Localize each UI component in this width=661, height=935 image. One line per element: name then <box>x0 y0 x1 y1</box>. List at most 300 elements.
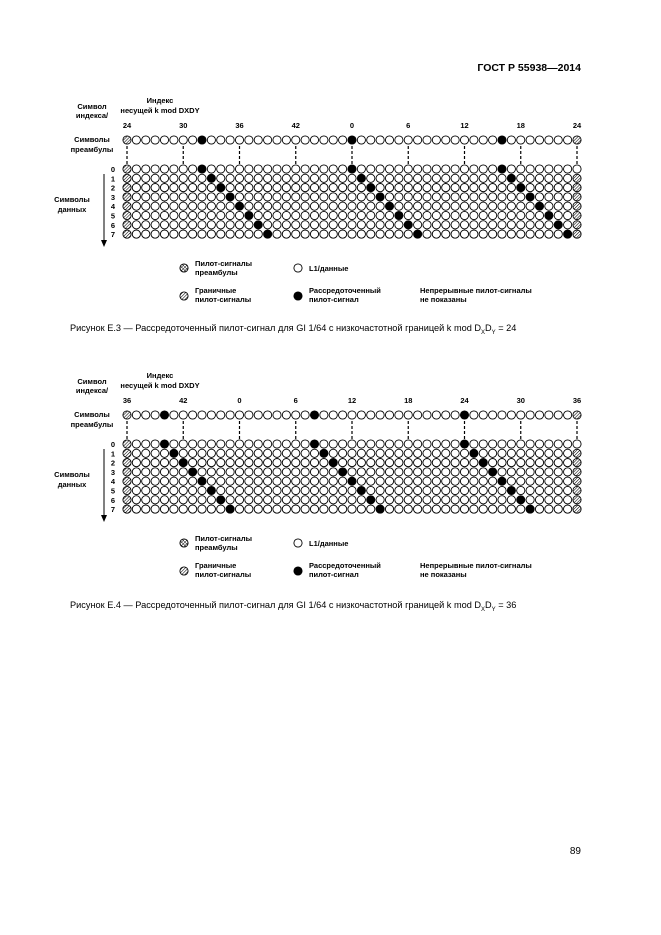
data-cell <box>142 496 150 504</box>
data-cell <box>339 202 347 210</box>
legend-edge-pilot: пилот-сигналы <box>195 295 252 304</box>
data-cell <box>545 505 553 513</box>
data-cell <box>339 165 347 173</box>
data-cell <box>545 459 553 467</box>
data-cell <box>414 136 422 144</box>
scattered-cell <box>507 174 515 182</box>
data-cell <box>301 459 309 467</box>
data-cell <box>170 440 178 448</box>
data-cell <box>460 230 468 238</box>
data-cell <box>160 496 168 504</box>
data-cell <box>160 468 168 476</box>
data-cell <box>489 440 497 448</box>
data-cell <box>292 449 300 457</box>
data-cell <box>292 496 300 504</box>
row-number: 7 <box>110 505 116 515</box>
data-cell <box>517 449 525 457</box>
data-cell <box>564 449 572 457</box>
data-cell <box>545 496 553 504</box>
data-cell <box>226 496 234 504</box>
data-cell <box>451 505 459 513</box>
data-cell <box>142 440 150 448</box>
data-cell <box>329 477 337 485</box>
data-cell <box>357 221 365 229</box>
data-cell <box>442 230 450 238</box>
data-cell <box>310 174 318 182</box>
data-cell <box>189 411 197 419</box>
data-cell <box>385 486 393 494</box>
row-number: 5 <box>110 486 116 496</box>
data-cell <box>423 440 431 448</box>
data-cell <box>414 459 422 467</box>
data-cell <box>376 211 384 219</box>
data-cell <box>273 440 281 448</box>
data-cell <box>451 136 459 144</box>
data-cell <box>470 505 478 513</box>
data-cell <box>498 221 506 229</box>
data-cell <box>273 230 281 238</box>
data-cell <box>151 496 159 504</box>
data-cell <box>217 459 225 467</box>
data-cell <box>376 496 384 504</box>
data-cell <box>395 468 403 476</box>
data-cell <box>385 184 393 192</box>
data-cell <box>189 440 197 448</box>
data-cell <box>151 440 159 448</box>
data-cell <box>245 440 253 448</box>
data-cell <box>142 136 150 144</box>
edge-cell <box>573 211 581 219</box>
data-cell <box>460 496 468 504</box>
scattered-cell <box>507 486 515 494</box>
data-cell <box>367 505 375 513</box>
scattered-cell <box>294 567 302 575</box>
data-cell <box>282 449 290 457</box>
data-cell <box>460 184 468 192</box>
data-cell <box>320 440 328 448</box>
data-cell <box>489 477 497 485</box>
data-cell <box>451 211 459 219</box>
data-cell <box>564 459 572 467</box>
data-cell <box>264 449 272 457</box>
data-cell <box>507 165 515 173</box>
data-cell <box>217 486 225 494</box>
data-cell <box>235 468 243 476</box>
tick-label: 30 <box>179 121 188 130</box>
data-cell <box>179 202 187 210</box>
data-cell <box>367 193 375 201</box>
data-cell <box>142 184 150 192</box>
legend-preamble-pilot: преамбулы <box>195 268 238 277</box>
data-cell <box>554 136 562 144</box>
data-cell <box>470 165 478 173</box>
data-cell <box>470 193 478 201</box>
data-cell <box>320 165 328 173</box>
data-cell <box>545 174 553 182</box>
data-cell <box>245 459 253 467</box>
document-header: ГОСТ Р 55938—2014 <box>477 62 581 74</box>
data-cell <box>235 221 243 229</box>
data-cell <box>217 165 225 173</box>
data-cell <box>479 165 487 173</box>
data-cell <box>432 477 440 485</box>
scattered-cell <box>179 459 187 467</box>
tick-label: 12 <box>460 121 469 130</box>
data-cell <box>526 496 534 504</box>
data-cell <box>292 193 300 201</box>
data-cell <box>451 459 459 467</box>
edge-cell <box>573 136 581 144</box>
data-cell <box>273 174 281 182</box>
data-cell <box>460 486 468 494</box>
tick-label: 0 <box>349 121 355 130</box>
data-cell <box>292 174 300 182</box>
data-cell <box>235 174 243 182</box>
edge-cell <box>123 184 131 192</box>
row-number: 6 <box>110 220 116 230</box>
data-cell <box>226 468 234 476</box>
scattered-cell <box>198 477 206 485</box>
data-cell <box>367 486 375 494</box>
data-cell <box>479 221 487 229</box>
data-cell <box>526 468 534 476</box>
data-cell <box>535 230 543 238</box>
data-cell <box>217 468 225 476</box>
scattered-cell <box>564 230 572 238</box>
data-cell <box>273 136 281 144</box>
data-cell <box>367 449 375 457</box>
data-cell <box>132 496 140 504</box>
data-cell <box>404 165 412 173</box>
data-cell <box>189 174 197 182</box>
data-cell <box>507 477 515 485</box>
scattered-cell <box>254 221 262 229</box>
data-cell <box>554 202 562 210</box>
data-cell <box>489 411 497 419</box>
data-cell <box>423 136 431 144</box>
data-cell <box>189 211 197 219</box>
edge-cell <box>573 230 581 238</box>
data-cell <box>245 449 253 457</box>
data-cell <box>207 440 215 448</box>
data-cell <box>320 136 328 144</box>
scattered-cell <box>170 449 178 457</box>
data-cell <box>207 505 215 513</box>
data-cell <box>245 174 253 182</box>
data-cell <box>179 496 187 504</box>
data-cell <box>442 136 450 144</box>
data-cell <box>357 211 365 219</box>
data-cell <box>460 193 468 201</box>
edge-cell <box>573 477 581 485</box>
data-cell <box>554 468 562 476</box>
data-cell <box>385 496 393 504</box>
data-cell <box>132 486 140 494</box>
data-cell <box>479 174 487 182</box>
data-cell <box>564 505 572 513</box>
data-cell <box>320 411 328 419</box>
data-cell <box>179 230 187 238</box>
data-cell <box>545 440 553 448</box>
data-cell <box>179 468 187 476</box>
data-cell <box>432 211 440 219</box>
data-cell <box>282 477 290 485</box>
data-cell <box>245 230 253 238</box>
data-cell <box>535 486 543 494</box>
data-cell <box>189 449 197 457</box>
scattered-cell <box>198 136 206 144</box>
scattered-cell <box>160 440 168 448</box>
data-cell <box>320 496 328 504</box>
data-cell <box>198 230 206 238</box>
data-cell <box>217 193 225 201</box>
data-cell <box>310 468 318 476</box>
data-cell <box>414 165 422 173</box>
data-cell <box>423 202 431 210</box>
data-cell <box>292 477 300 485</box>
data-cell <box>301 411 309 419</box>
data-cell <box>198 202 206 210</box>
scattered-cell <box>207 486 215 494</box>
data-cell <box>442 505 450 513</box>
data-cell <box>179 411 187 419</box>
edge-cell <box>123 459 131 467</box>
data-cell <box>489 193 497 201</box>
row-number: 1 <box>110 174 116 184</box>
data-cell <box>132 211 140 219</box>
edge-cell <box>573 505 581 513</box>
data-cell <box>535 136 543 144</box>
scattered-cell <box>310 440 318 448</box>
edge-cell <box>573 202 581 210</box>
data-cell <box>404 230 412 238</box>
data-cell <box>339 486 347 494</box>
data-cell <box>517 440 525 448</box>
data-cell <box>207 211 215 219</box>
caption-value: = 36 <box>498 600 517 610</box>
data-cell <box>451 449 459 457</box>
tick-label: 24 <box>122 121 132 130</box>
data-cell <box>376 468 384 476</box>
data-cell <box>282 486 290 494</box>
data-cell <box>498 486 506 494</box>
data-cell <box>357 459 365 467</box>
data-cell <box>282 468 290 476</box>
legend-continual-note: не показаны <box>420 570 467 579</box>
data-cell <box>423 505 431 513</box>
data-cell <box>254 184 262 192</box>
data-cell <box>470 136 478 144</box>
data-cell <box>329 468 337 476</box>
data-cell <box>320 221 328 229</box>
data-cell <box>460 449 468 457</box>
data-cell <box>451 165 459 173</box>
legend-edge-pilot: Граничные <box>195 286 237 295</box>
data-cell <box>414 496 422 504</box>
data-cell <box>235 193 243 201</box>
data-cell <box>235 411 243 419</box>
data-cell <box>198 193 206 201</box>
data-cell <box>423 211 431 219</box>
data-cell <box>414 221 422 229</box>
data-cell <box>301 449 309 457</box>
data-cell <box>235 165 243 173</box>
data-cell <box>254 136 262 144</box>
data-cell <box>554 184 562 192</box>
data-cell <box>170 221 178 229</box>
data-cell <box>357 468 365 476</box>
data-cell <box>264 136 272 144</box>
data-cell <box>535 496 543 504</box>
data-cell <box>282 221 290 229</box>
data-cell <box>357 184 365 192</box>
data-cell <box>329 184 337 192</box>
tick-label: 36 <box>122 396 132 405</box>
data-cell <box>179 486 187 494</box>
scattered-cell <box>498 136 506 144</box>
data-cell <box>292 459 300 467</box>
data-cell <box>339 496 347 504</box>
data-cell <box>273 184 281 192</box>
data-cell <box>329 202 337 210</box>
data-cell <box>564 486 572 494</box>
data-cell <box>160 449 168 457</box>
data-cell <box>564 174 572 182</box>
data-cell <box>160 211 168 219</box>
tick-label: 42 <box>291 121 300 130</box>
data-cell <box>235 477 243 485</box>
data-cell <box>489 165 497 173</box>
data-cell <box>348 184 356 192</box>
scattered-cell <box>310 411 318 419</box>
data-cell <box>404 477 412 485</box>
data-cell <box>479 486 487 494</box>
data-cell <box>498 193 506 201</box>
edge-cell <box>123 496 131 504</box>
legend-edge-pilot: Граничные <box>195 561 237 570</box>
data-cell <box>451 468 459 476</box>
data-cell <box>535 174 543 182</box>
data-cell <box>535 184 543 192</box>
data-cell <box>395 202 403 210</box>
tick-label: 12 <box>347 396 357 405</box>
data-cell <box>376 411 384 419</box>
data-cell <box>179 221 187 229</box>
data-cell <box>254 211 262 219</box>
data-cell <box>404 211 412 219</box>
data-cell <box>367 174 375 182</box>
data-cell <box>526 486 534 494</box>
data-cell <box>310 211 318 219</box>
data-cell <box>170 496 178 504</box>
scattered-cell <box>357 486 365 494</box>
data-cell <box>414 202 422 210</box>
data-cell <box>564 477 572 485</box>
data-cell <box>207 468 215 476</box>
data-cell <box>414 440 422 448</box>
data-cell <box>189 496 197 504</box>
data-cell <box>507 136 515 144</box>
data-cell <box>160 165 168 173</box>
data-cell <box>526 211 534 219</box>
data-cell <box>348 221 356 229</box>
legend-preamble-pilot: преамбулы <box>195 543 238 552</box>
data-cell <box>179 505 187 513</box>
data-cell <box>507 468 515 476</box>
data-cell <box>479 184 487 192</box>
data-cell <box>310 449 318 457</box>
edge-cell <box>573 184 581 192</box>
data-cell <box>442 486 450 494</box>
data-cell <box>198 449 206 457</box>
data-cell <box>414 477 422 485</box>
data-cell <box>245 193 253 201</box>
data-cell <box>310 230 318 238</box>
legend-scattered-pilot: пилот-сигнал <box>309 570 359 579</box>
data-cell <box>189 165 197 173</box>
edge-cell <box>573 459 581 467</box>
data-cell <box>264 477 272 485</box>
data-cell <box>376 184 384 192</box>
data-cell <box>170 202 178 210</box>
data-cell <box>479 468 487 476</box>
data-cell <box>479 477 487 485</box>
data-cell <box>554 193 562 201</box>
data-cell <box>423 174 431 182</box>
data-cell <box>564 193 572 201</box>
data-cell <box>498 496 506 504</box>
data-cell <box>517 468 525 476</box>
data-cell <box>245 221 253 229</box>
data-cell <box>545 193 553 201</box>
scattered-cell <box>526 505 534 513</box>
data-cell <box>132 459 140 467</box>
data-cell <box>498 230 506 238</box>
data-cell <box>395 221 403 229</box>
data-cell <box>442 211 450 219</box>
data-cell <box>273 459 281 467</box>
symbol-index-label: Символ <box>77 377 107 386</box>
data-cell <box>526 477 534 485</box>
data-cell <box>385 230 393 238</box>
data-cell <box>160 136 168 144</box>
scattered-cell <box>498 165 506 173</box>
data-cell <box>470 411 478 419</box>
data-cell <box>460 505 468 513</box>
data-cell <box>404 459 412 467</box>
data-cell <box>395 174 403 182</box>
row-number: 7 <box>110 230 116 240</box>
data-cell <box>264 211 272 219</box>
data-cell <box>460 165 468 173</box>
data-cell <box>235 440 243 448</box>
data-cell <box>517 486 525 494</box>
data-cell <box>526 230 534 238</box>
data-cell <box>526 202 534 210</box>
data-cell <box>404 486 412 494</box>
preamble-symbols-label: преамбулы <box>70 420 114 429</box>
data-cell <box>132 184 140 192</box>
data-cell <box>132 230 140 238</box>
edge-cell <box>573 193 581 201</box>
data-cell <box>564 184 572 192</box>
data-cell <box>526 411 534 419</box>
data-cell <box>489 184 497 192</box>
scattered-cell <box>367 184 375 192</box>
data-cell <box>432 165 440 173</box>
data-cell <box>395 449 403 457</box>
data-cell <box>357 193 365 201</box>
